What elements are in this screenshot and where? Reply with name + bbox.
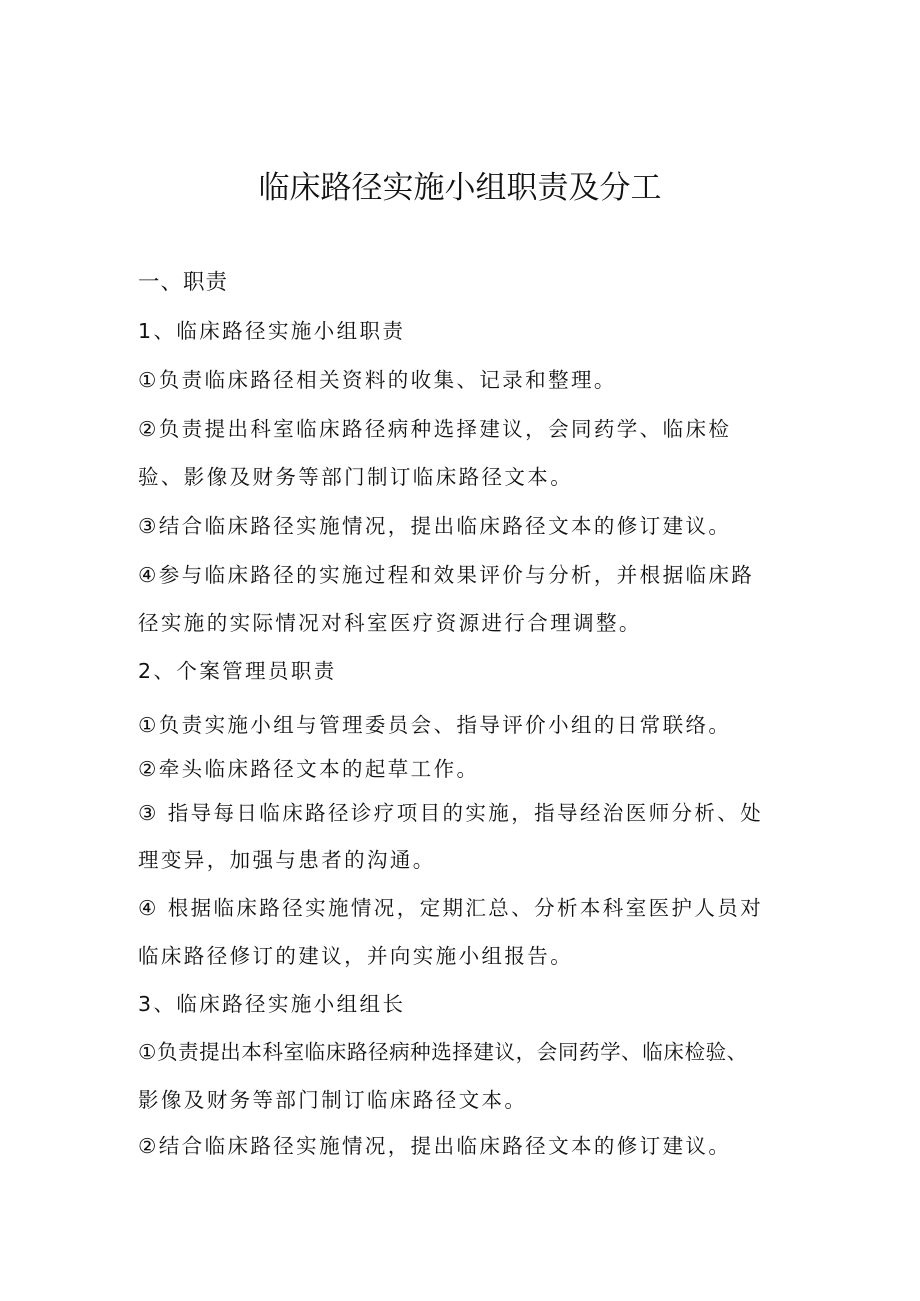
paragraph-line: 径实施的实际情况对科室医疗资源进行合理调整。 <box>138 611 642 635</box>
paragraph-line: ③ 指导每日临床路径诊疗项目的实施，指导经治医师分析、处 <box>138 801 764 825</box>
paragraph-line: ③结合临床路径实施情况，提出临床路径文本的修订建议。 <box>138 514 732 538</box>
paragraph-line: 临床路径修订的建议，并向实施小组报告。 <box>138 944 574 968</box>
section-heading-duties: 一、职责 <box>138 270 229 295</box>
paragraph-line: ④ 根据临床路径实施情况，定期汇总、分析本科室医护人员对 <box>138 896 764 920</box>
subsection-heading-2: 2、个案管理员职责 <box>138 659 337 683</box>
paragraph-line: 影像及财务等部门制订临床路径文本。 <box>138 1088 528 1112</box>
paragraph-line: ②结合临床路径实施情况，提出临床路径文本的修订建议。 <box>138 1134 732 1158</box>
paragraph-line: ①负责实施小组与管理委员会、指导评价小组的日常联络。 <box>138 713 732 737</box>
document-title: 临床路径实施小组职责及分工 <box>258 170 662 206</box>
subsection-heading-1: 1、临床路径实施小组职责 <box>138 319 406 343</box>
paragraph-line: 理变异，加强与患者的沟通。 <box>138 848 436 872</box>
paragraph-line: ②负责提出科室临床路径病种选择建议，会同药学、临床检 <box>138 417 732 441</box>
subsection-heading-3: 3、临床路径实施小组组长 <box>138 992 406 1016</box>
paragraph-line: 验、影像及财务等部门制订临床路径文本。 <box>138 465 574 489</box>
paragraph-line: ①负责提出本科室临床路径病种选择建议，会同药学、临床检验、 <box>138 1040 748 1064</box>
paragraph-line: ①负责临床路径相关资料的收集、记录和整理。 <box>138 368 617 392</box>
paragraph-line: ②牵头临床路径文本的起草工作。 <box>138 757 480 781</box>
paragraph-line: ④参与临床路径的实施过程和效果评价与分析，并根据临床路 <box>138 563 755 587</box>
